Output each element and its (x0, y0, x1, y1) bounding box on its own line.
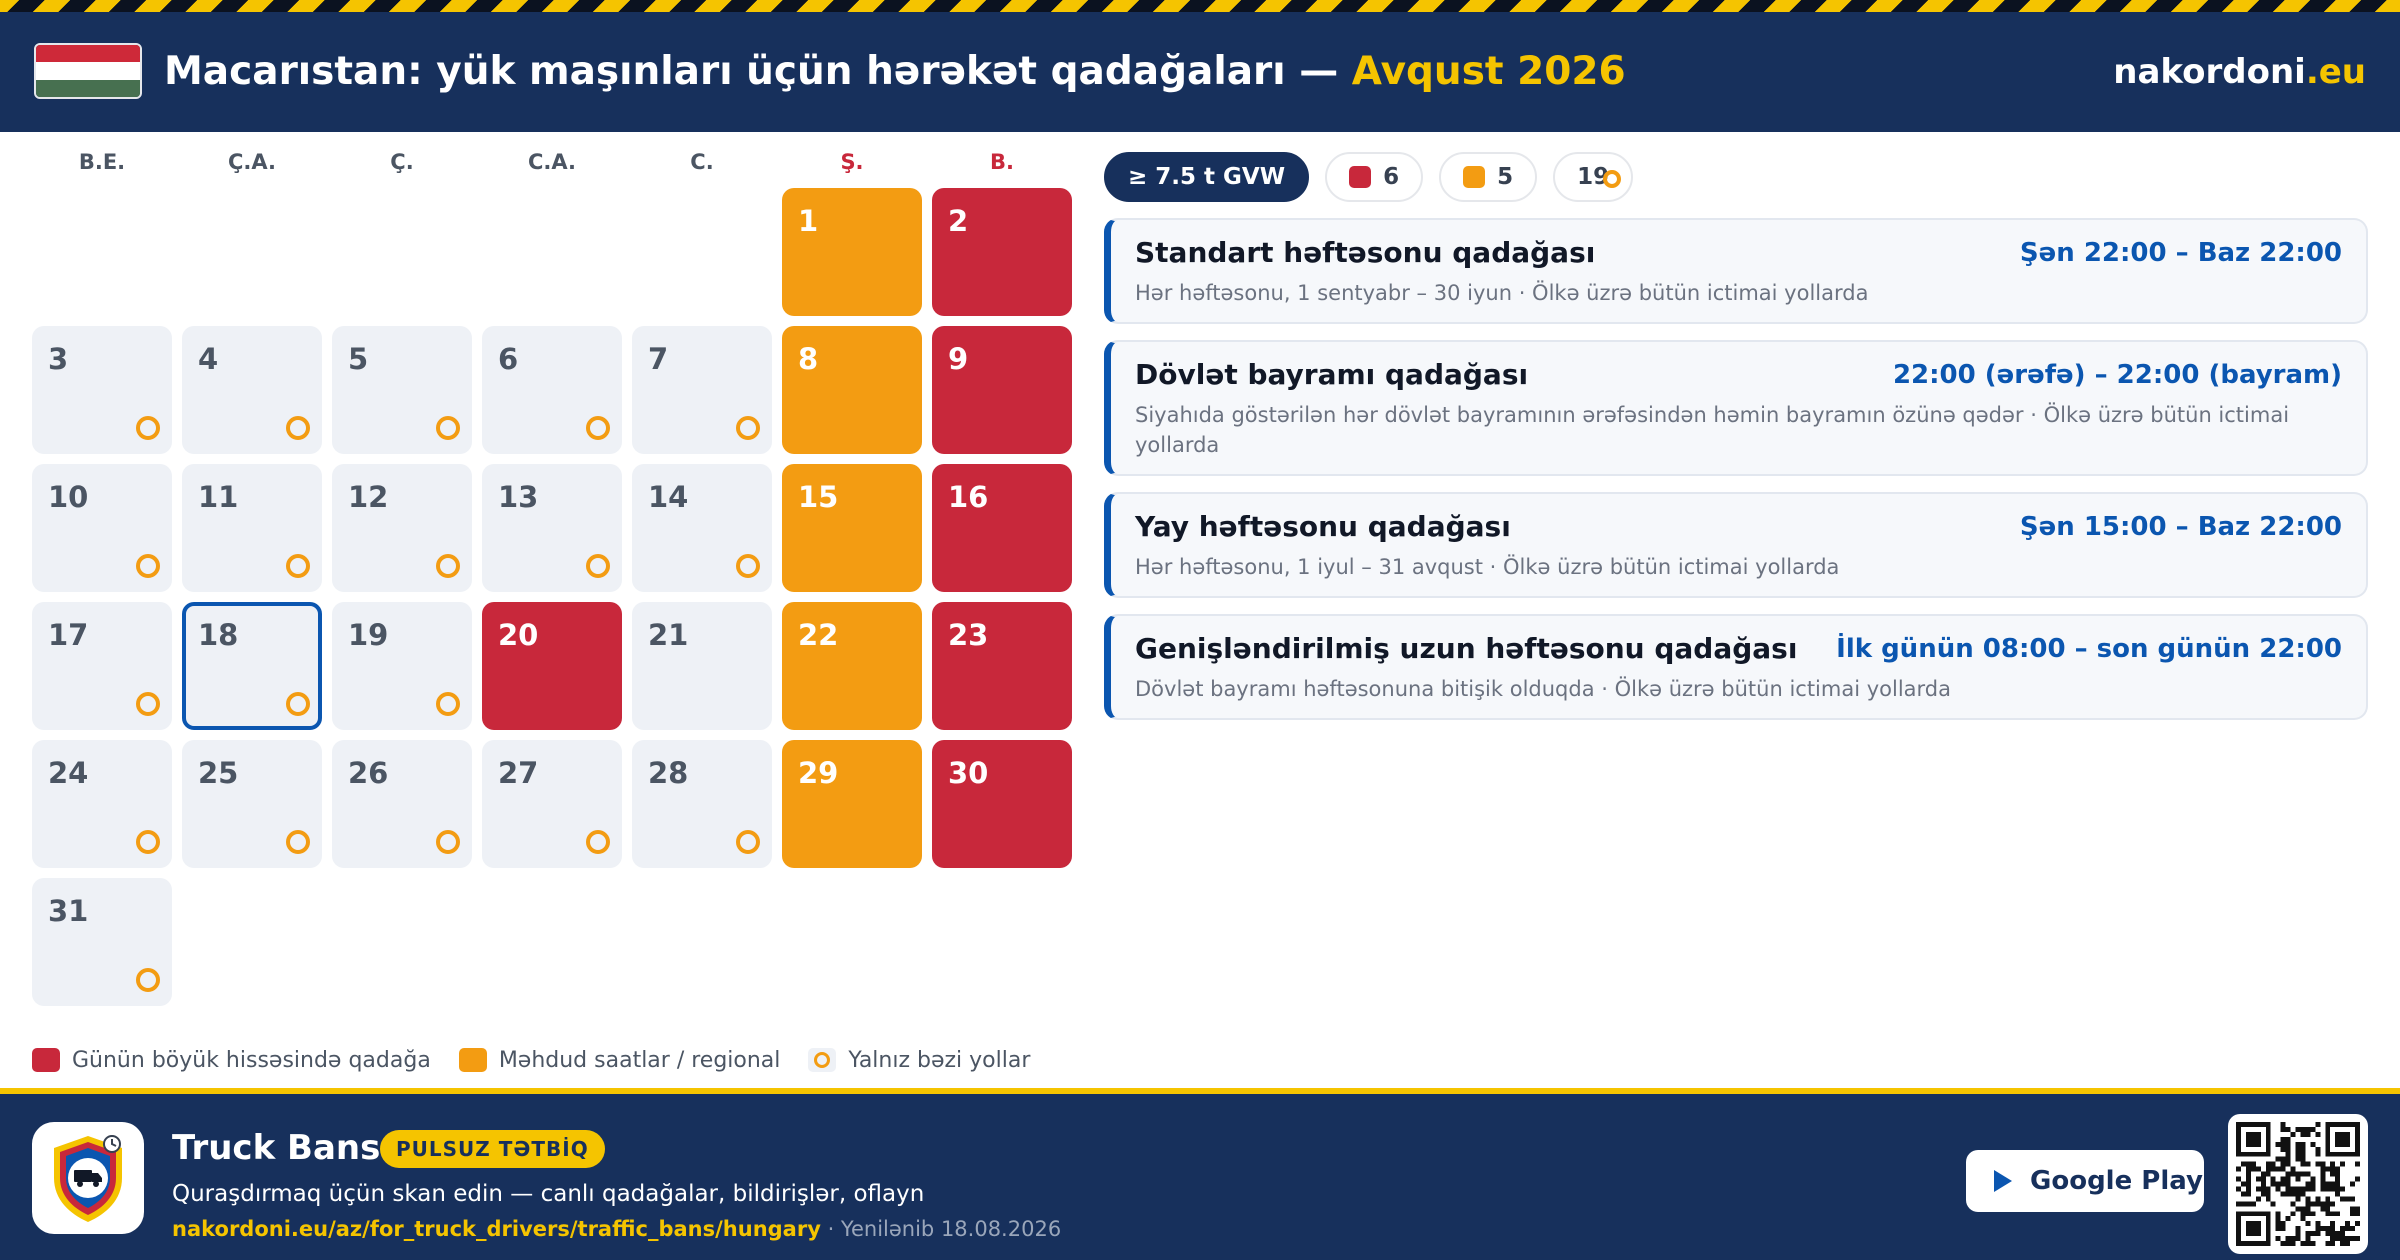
day-number: 19 (348, 618, 389, 652)
calendar-day[interactable] (932, 740, 1072, 868)
day-number: 24 (48, 756, 89, 790)
partial-ban-ring-icon (286, 416, 310, 440)
day-number: 13 (498, 480, 539, 514)
partial-ban-ring-icon (736, 830, 760, 854)
rule-description: Hər həftəsonu, 1 sentyabr – 30 iyun · Ölkə üzrə bütün ictimai yollarda (1135, 281, 1869, 305)
rule-title: Yay həftəsonu qadağası (1135, 510, 1511, 543)
weight-chip[interactable] (1104, 152, 1309, 202)
calendar-day[interactable] (932, 464, 1072, 592)
partial-ban-ring-icon (136, 692, 160, 716)
rule-description: Dövlət bayramı həftəsonuna bitişik olduqda · Ölkə üzrə bütün ictimai yollarda (1135, 677, 1952, 701)
flag-stripe-green (36, 80, 140, 97)
ring-swatch-icon (808, 1048, 836, 1072)
brand-tld: .eu (2305, 52, 2366, 92)
day-number: 18 (198, 618, 239, 652)
flag-stripe-white (36, 62, 140, 79)
ring-count-chip[interactable] (1553, 152, 1633, 202)
calendar-day[interactable] (332, 740, 472, 868)
partial-ban-ring-icon (136, 830, 160, 854)
partial-ban-ring-icon (586, 416, 610, 440)
day-number: 15 (798, 480, 839, 514)
calendar-day[interactable] (782, 188, 922, 316)
partial-ban-ring-icon (436, 692, 460, 716)
orange-count-chip[interactable] (1439, 152, 1537, 202)
rule-time: 22:00 (ərəfə) – 22:00 (bayram) (1892, 360, 2342, 390)
weight-chip-label: ≥ 7.5 t GVW (1128, 164, 1286, 190)
partial-ban-ring-icon (736, 416, 760, 440)
calendar-day[interactable] (632, 602, 772, 730)
flag-stripe-red (36, 45, 140, 62)
app-icon[interactable] (32, 1122, 144, 1234)
day-number: 20 (498, 618, 539, 652)
partial-ban-ring-icon (436, 830, 460, 854)
legend-red-label: Günün böyük hissəsində qadağa (72, 1047, 431, 1073)
day-number: 14 (648, 480, 689, 514)
app-link-line (172, 1214, 1061, 1244)
red-count: 6 (1383, 164, 1400, 190)
filter-chips (1104, 152, 1633, 202)
legend-orange-label: Məhdud saatlar / regional (498, 1047, 781, 1073)
day-number: 8 (798, 342, 819, 376)
weekday-header: B.E. (78, 150, 126, 174)
free-app-badge: PULSUZ TƏTBİQ (380, 1130, 605, 1168)
brand-name: nakordoni (2113, 52, 2306, 92)
day-number: 7 (648, 342, 669, 376)
app-url-link[interactable]: nakordoni.eu/az/for_truck_drivers/traffic_bans/hungary (172, 1217, 821, 1241)
day-number: 26 (348, 756, 389, 790)
calendar-day[interactable] (932, 188, 1072, 316)
rule-card[interactable] (1104, 340, 2368, 476)
red-count-chip[interactable] (1325, 152, 1423, 202)
day-number: 6 (498, 342, 519, 376)
partial-ban-ring-icon (436, 554, 460, 578)
weekday-header: C. (690, 150, 714, 174)
ring-count: 19 (1577, 164, 1610, 190)
partial-ban-ring-icon (136, 416, 160, 440)
day-number: 9 (948, 342, 969, 376)
title-month: Avqust 2026 (1351, 49, 1626, 94)
calendar-day[interactable] (32, 878, 172, 1006)
rule-title: Standart həftəsonu qadağası (1135, 236, 1596, 269)
calendar-day[interactable] (782, 464, 922, 592)
day-number: 28 (648, 756, 689, 790)
day-number: 22 (798, 618, 839, 652)
ring-dot-icon (1603, 170, 1621, 188)
rule-time: Şən 15:00 – Baz 22:00 (2019, 512, 2342, 542)
truck-shield-icon (32, 1122, 144, 1234)
calendar-day[interactable] (782, 740, 922, 868)
calendar-day[interactable] (782, 602, 922, 730)
day-number: 2 (948, 204, 969, 238)
app-name: Truck Bans (172, 1128, 381, 1168)
partial-ban-ring-icon (286, 554, 310, 578)
day-number: 16 (948, 480, 989, 514)
calendar-day[interactable] (632, 326, 772, 454)
calendar-day-today[interactable] (182, 602, 322, 730)
calendar-day[interactable] (482, 464, 622, 592)
calendar-day[interactable] (782, 326, 922, 454)
footer-promo (0, 1088, 2400, 1260)
qr-code-icon (2236, 1122, 2360, 1246)
weekday-header: Ş. (840, 150, 864, 174)
partial-ban-ring-icon (286, 830, 310, 854)
header (0, 0, 2400, 132)
rule-title: Genişləndirilmiş uzun həftəsonu qadağası (1135, 632, 1798, 665)
red-swatch-icon (32, 1048, 60, 1072)
partial-ban-ring-icon (286, 692, 310, 716)
day-number: 1 (798, 204, 819, 238)
calendar-day[interactable] (32, 464, 172, 592)
calendar-day[interactable] (932, 602, 1072, 730)
calendar-day[interactable] (632, 740, 772, 868)
qr-code[interactable] (2228, 1114, 2368, 1254)
legend-item-orange (459, 1048, 781, 1073)
calendar-day[interactable] (482, 740, 622, 868)
day-number: 29 (798, 756, 839, 790)
rule-time: İlk günün 08:00 – son günün 22:00 (1836, 634, 2342, 664)
calendar-day[interactable] (32, 740, 172, 868)
rule-time: Şən 22:00 – Baz 22:00 (2019, 238, 2342, 268)
weekday-header: Ç. (390, 150, 414, 174)
google-play-button[interactable] (1966, 1150, 2204, 1212)
calendar-day[interactable] (182, 326, 322, 454)
legend (32, 1042, 1030, 1078)
orange-swatch-icon (459, 1048, 487, 1072)
weekday-header: Ç.A. (227, 150, 276, 174)
calendar-day[interactable] (932, 326, 1072, 454)
title-text: Macarıstan: yük maşınları üçün hərəkət qadağaları — (164, 49, 1352, 94)
page-title (164, 42, 1626, 102)
partial-ban-ring-icon (586, 554, 610, 578)
calendar-day[interactable] (482, 602, 622, 730)
legend-item-ring (808, 1048, 1030, 1073)
day-number: 21 (648, 618, 689, 652)
calendar-day[interactable] (182, 464, 322, 592)
google-play-label: Google Play (2030, 1166, 2203, 1196)
day-number: 31 (48, 894, 89, 928)
calendar-day[interactable] (332, 464, 472, 592)
calendar-day[interactable] (32, 602, 172, 730)
orange-count: 5 (1497, 164, 1514, 190)
app-subtitle: Quraşdırmaq üçün skan edin — canlı qadağalar, bildirişlər, oflayn (172, 1181, 925, 1207)
rule-card[interactable] (1104, 492, 2368, 598)
calendar-day[interactable] (632, 464, 772, 592)
legend-item-red (32, 1048, 431, 1073)
day-number: 5 (348, 342, 369, 376)
rule-card[interactable] (1104, 218, 2368, 324)
calendar-day[interactable] (32, 326, 172, 454)
partial-ban-ring-icon (136, 968, 160, 992)
day-number: 23 (948, 618, 989, 652)
day-number: 27 (498, 756, 539, 790)
day-number: 25 (198, 756, 239, 790)
partial-ban-ring-icon (136, 554, 160, 578)
red-dot-icon (1349, 166, 1371, 188)
calendar-day[interactable] (332, 602, 472, 730)
day-number: 3 (48, 342, 69, 376)
play-icon (1992, 1169, 2014, 1193)
orange-dot-icon (1463, 166, 1485, 188)
calendar-day[interactable] (332, 326, 472, 454)
brand-logo[interactable] (2113, 42, 2366, 102)
rule-description: Hər həftəsonu, 1 iyul – 31 avqust · Ölkə üzrə bütün ictimai yollarda (1135, 555, 1840, 579)
calendar-day[interactable] (482, 326, 622, 454)
rule-card[interactable] (1104, 614, 2368, 720)
day-number: 11 (198, 480, 239, 514)
legend-ring-label: Yalnız bəzi yollar (848, 1047, 1031, 1073)
partial-ban-ring-icon (436, 416, 460, 440)
day-number: 30 (948, 756, 989, 790)
hazard-stripe (0, 0, 2400, 12)
calendar-day[interactable] (182, 740, 322, 868)
weekday-header: C.A. (527, 150, 576, 174)
partial-ban-ring-icon (736, 554, 760, 578)
rule-description: Siyahıda göstərilən hər dövlət bayramının ərəfəsindən həmin bayramın özünə qədər · Ölkə üzrə bütün ictimai yollarda (1135, 403, 2290, 457)
hungary-flag-icon (34, 43, 142, 99)
updated-date: · Yenilənib 18.08.2026 (820, 1217, 1062, 1241)
day-number: 17 (48, 618, 89, 652)
partial-ban-ring-icon (586, 830, 610, 854)
day-number: 12 (348, 480, 389, 514)
day-number: 4 (198, 342, 219, 376)
rule-title: Dövlət bayramı qadağası (1135, 358, 1529, 391)
weekday-header: B. (990, 150, 1014, 174)
day-number: 10 (48, 480, 89, 514)
